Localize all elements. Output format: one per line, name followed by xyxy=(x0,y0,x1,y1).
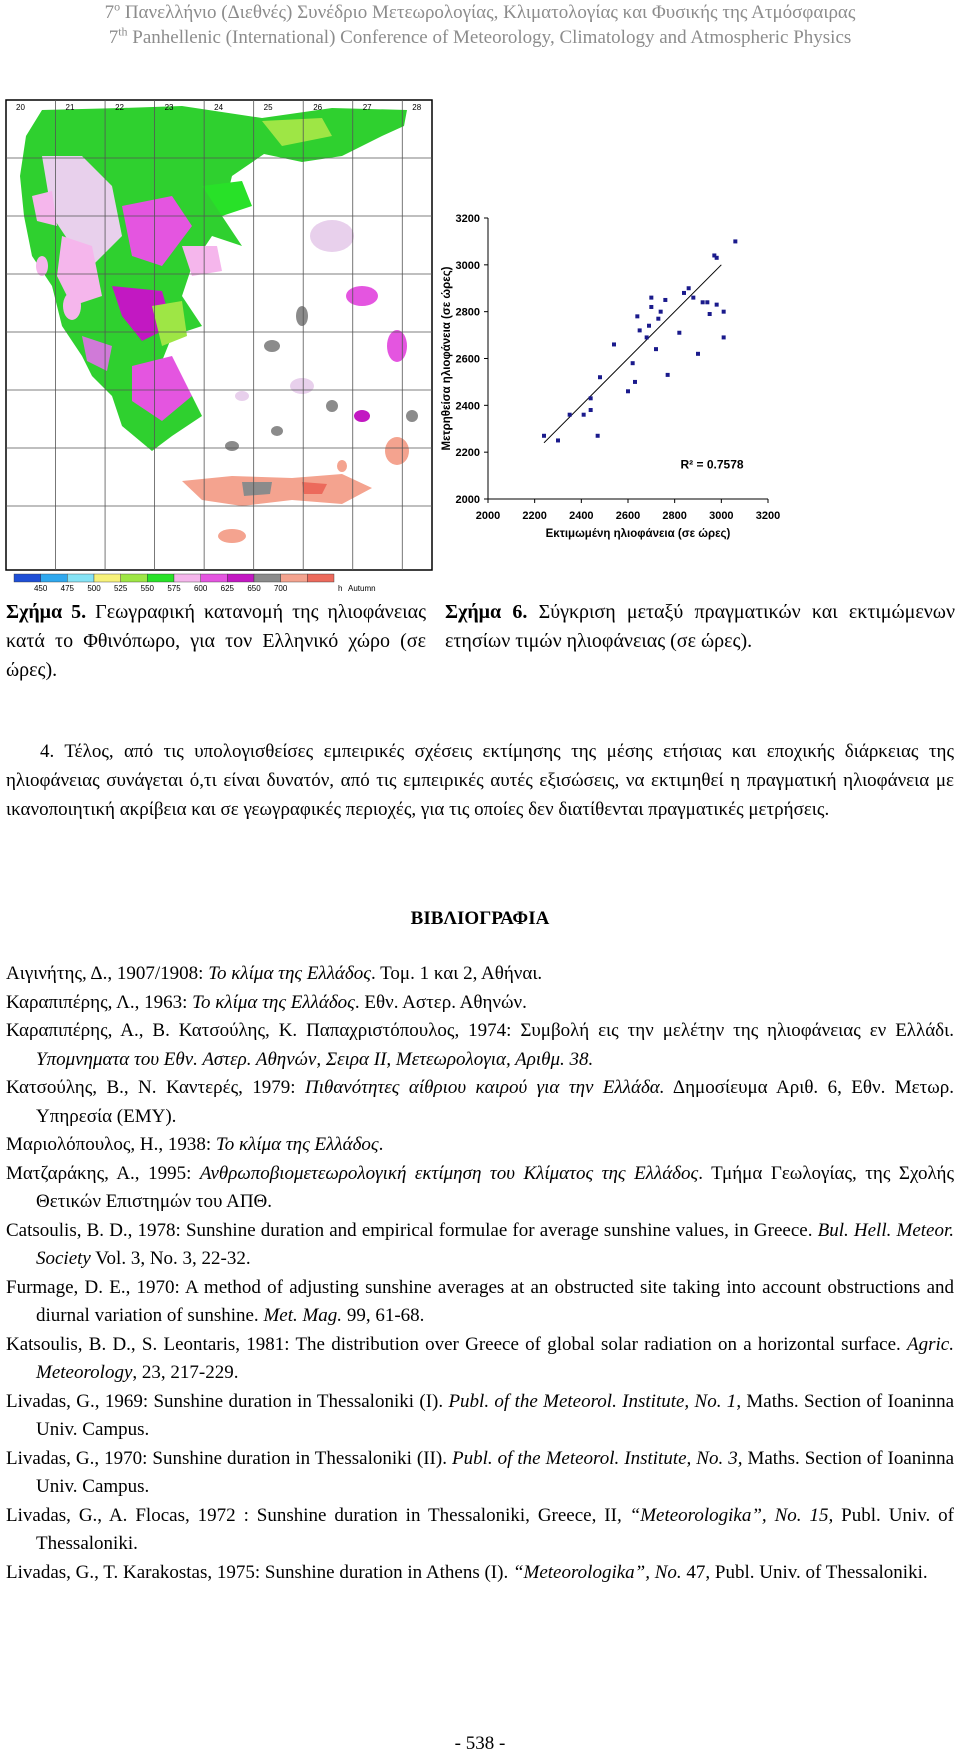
legend-swatch xyxy=(307,574,334,582)
data-point xyxy=(631,361,635,365)
legend-swatch xyxy=(281,574,308,582)
legend-swatch xyxy=(174,574,201,582)
data-point xyxy=(715,256,719,260)
reference-text: , Maths. Section of Ioaninna Univ. Campus. xyxy=(36,1390,954,1440)
reference-text: Κατσούλης, Β., Ν. Καντερές, 1979: xyxy=(6,1077,305,1098)
x-tick-label: 2800 xyxy=(662,510,687,522)
figure5-caption: Σχήμα 5. Γεωγραφική κατανομή της ηλιοφάνειας κατά το Φθινόπωρο, για τον Ελληνικό χώρο (σε ώρες). xyxy=(6,601,426,681)
legend-swatch xyxy=(121,574,148,582)
reference-text: 47, Publ. Univ. of Thessaloniki. xyxy=(681,1561,928,1583)
data-point xyxy=(589,408,593,412)
y-tick-label: 3200 xyxy=(455,213,480,225)
legend-value: 575 xyxy=(167,584,181,592)
data-point xyxy=(596,434,600,438)
reference-item xyxy=(6,1388,954,1445)
legend-swatch xyxy=(14,574,41,582)
data-point xyxy=(666,373,670,377)
data-point xyxy=(722,335,726,339)
reference-source: Publ. of the Meteorol. Institute, No. 1 xyxy=(448,1390,737,1412)
header-line-english: 7th Panhellenic (International) Conference of Meteorology, Climatology and Atmospheric Physics xyxy=(108,24,852,48)
reference-item xyxy=(6,1559,954,1588)
bibliography-title: ΒΙΒΛΙΟΓΡΑΦΙΑ xyxy=(410,908,550,929)
legend-value: 550 xyxy=(140,584,155,592)
reference-text: Μαριολόπουλος, Η., 1938: xyxy=(6,1134,216,1155)
longitude-label: 25 xyxy=(263,103,273,112)
reference-list xyxy=(6,960,954,1587)
y-axis-label: Μετρηθείσα ηλιοφάνεια (σε ώρες) xyxy=(441,266,453,451)
legend-unit: h xyxy=(338,584,343,592)
reference-source: Agric. Meteorology xyxy=(36,1333,954,1383)
data-point xyxy=(654,347,658,351)
x-axis-label: Εκτιμωμένη ηλιοφάνεια (σε ώρες) xyxy=(545,528,731,540)
data-point xyxy=(598,375,602,379)
reference-item xyxy=(6,960,954,989)
r-squared-annotation: R² = 0.7578 xyxy=(680,457,744,472)
data-point xyxy=(612,342,616,346)
longitude-label: 22 xyxy=(115,103,124,112)
data-point xyxy=(701,300,705,304)
data-point xyxy=(733,239,737,243)
reference-text: Publ. Univ. of Thessaloniki. xyxy=(36,1504,954,1554)
data-point xyxy=(687,286,691,290)
reference-text: Δημοσίευμα Αριθ. 6, Εθν. Μετωρ. Υπηρεσία (ΕΜΥ). xyxy=(36,1077,954,1127)
data-point xyxy=(663,298,667,302)
sunshine-map xyxy=(2,96,436,592)
reference-source: Το κλίμα της Ελλάδος xyxy=(215,1134,379,1155)
legend-value: 525 xyxy=(113,584,128,592)
data-point xyxy=(638,328,642,332)
legend-swatch xyxy=(227,574,254,582)
x-tick-label: 2600 xyxy=(615,510,641,522)
reference-text: Livadas, G., 1969: Sunshine duration in Thessaloniki (I). xyxy=(6,1390,449,1412)
reference-text: 99, 61-68. xyxy=(342,1305,425,1326)
reference-text: , 23, 217-229. xyxy=(132,1362,239,1383)
reference-text: Catsoulis, B. D., 1978: Sunshine duration and empirical formulae for average sunshine values, in Greece. xyxy=(6,1219,818,1241)
reference-source: Το κλίμα της Ελλάδος xyxy=(192,991,355,1013)
reference-text: Livadas, G., 1970: Sunshine duration in Thessaloniki (II). xyxy=(6,1447,452,1469)
longitude-label: 26 xyxy=(313,103,323,112)
longitude-label: 28 xyxy=(412,103,422,112)
legend-value: 700 xyxy=(273,584,288,592)
reference-source: Bul. Hell. Meteor. Society xyxy=(36,1219,955,1269)
legend-value: 450 xyxy=(33,584,48,592)
reference-item xyxy=(6,1160,954,1217)
data-point xyxy=(582,413,586,417)
reference-text: . Τομ. 1 και 2, Αθήναι. xyxy=(370,963,543,984)
reference-item xyxy=(6,1502,954,1559)
scatter-chart xyxy=(436,200,948,540)
legend-value: 475 xyxy=(60,584,75,592)
x-tick-label: 2000 xyxy=(475,510,501,522)
reference-text: Livadas, G., T. Karakostas, 1975: Sunshine duration in Athens (I). xyxy=(6,1561,513,1583)
header-line-greek: $7^o$ Πανελλήνιο (Διεθνές) Συνέδριο Μετεωρολογίας, Κλιματολογίας και Φυσικής της Ατμόσφαιρας xyxy=(104,0,856,23)
reference-text: Livadas, G., A. Flocas, 1972 : Sunshine duration in Thessaloniki, Greece, II xyxy=(6,1504,617,1526)
data-point xyxy=(705,300,709,304)
reference-text: Furmage, D. E., 1970: A method of adjusting sunshine averages at an obstructed site taking into account obstructions and diurnal variation of sunshine. xyxy=(6,1276,954,1326)
data-point xyxy=(691,296,695,300)
data-point xyxy=(696,352,700,356)
reference-text: . Τμήμα Γεωλογίας, της Σχολής Θετικών Επιστημών του ΑΠΘ. xyxy=(36,1162,954,1212)
y-tick-label: 2400 xyxy=(455,400,480,413)
data-point xyxy=(589,396,593,400)
longitude-label: 20 xyxy=(16,103,25,112)
data-point xyxy=(682,291,686,295)
reference-source: Υπομνηματα του Εθν. Αστερ. Αθηνών, Σειρα ΙΙ, Μετεωρολογια, Αριθμ. 38. xyxy=(36,1048,594,1070)
x-tick-label: 3200 xyxy=(755,510,781,522)
reference-source: Ανθρωποβιομετεωρολογική εκτίμηση του Κλίματος της Ελλάδος xyxy=(199,1162,699,1184)
data-point xyxy=(649,296,653,300)
data-point xyxy=(659,310,663,314)
map-legend xyxy=(14,574,376,592)
reference-source: Met. Mag. xyxy=(263,1305,343,1326)
longitude-label: 21 xyxy=(65,103,75,112)
longitude-label: 24 xyxy=(214,103,224,112)
legend-swatch xyxy=(147,574,174,582)
data-point xyxy=(647,324,651,328)
data-point xyxy=(633,380,637,384)
reference-text: Maths. Section of Ioaninna Univ. Campus. xyxy=(36,1447,954,1497)
reference-source: Το κλίμα της Ελλάδος xyxy=(208,963,371,984)
data-point xyxy=(656,317,660,321)
scatter-figure xyxy=(436,200,948,540)
legend-swatch xyxy=(41,574,68,582)
longitude-label: 27 xyxy=(362,103,372,112)
reference-text: Καραπιπέρης, Λ., 1963: xyxy=(6,991,193,1013)
reference-item xyxy=(6,1017,954,1074)
reference-item xyxy=(6,1274,954,1331)
data-point xyxy=(677,331,681,335)
y-tick-label: 2000 xyxy=(455,494,480,506)
reference-text: . xyxy=(378,1134,384,1155)
data-point xyxy=(645,335,649,339)
reference-source: “Meteorologika”, No. xyxy=(512,1561,682,1583)
legend-value: 650 xyxy=(247,584,261,592)
legend-swatch xyxy=(94,574,121,582)
reference-text: Καραπιπέρης, Α., Β. Κατσούλης, Κ. Παπαχριστόπουλος, 1974: Συμβολή εις την μελέτην της ηλιοφάνειας εν Ελλάδι. xyxy=(6,1020,954,1041)
figure6-caption: Σχήμα 6. Σύγκριση μεταξύ πραγματικών και εκτιμώμενων ετησίων τιμών ηλιοφάνειας (σε ώρες). xyxy=(445,601,955,652)
page-number: - 538 - xyxy=(454,1733,506,1754)
data-point xyxy=(649,305,653,309)
data-point xyxy=(542,434,546,438)
reference-text: . Εθν. Αστερ. Αθηνών. xyxy=(354,991,527,1013)
data-point xyxy=(708,312,712,316)
legend-swatch xyxy=(254,574,281,582)
data-point xyxy=(722,310,726,314)
data-point xyxy=(635,314,639,318)
legend-swatch xyxy=(201,574,228,582)
conclusion-paragraph: 4. Τέλος, από τις υπολογισθείσες εμπειρικές σχέσεις εκτίμησης της μέσης ετήσιας και εποχικής διάρκειας της ηλιοφάνειας συνάγεται ό,τι είναι δυνατόν, από τις εμπειρικές αυτές εξισώσεις, να εκτιμηθεί η πραγματική ηλιοφάνεια με ικανοποιητική ακρίβεια και σε γεωγραφικές περιοχές, για τις οποίες δεν διατίθενται πραγματικές μετρήσεις. xyxy=(6,741,954,820)
data-point xyxy=(556,438,560,442)
reference-item xyxy=(6,1131,954,1160)
legend-value: 625 xyxy=(220,584,235,592)
y-tick-label: 3000 xyxy=(455,259,480,272)
reference-item xyxy=(6,1445,954,1502)
y-tick-label: 2800 xyxy=(455,306,480,319)
legend-value: 500 xyxy=(87,584,101,592)
reference-text: Katsoulis, B. D., S. Leontaris, 1981: The distribution over Greece of global solar radiation on a horizontal surface. xyxy=(6,1333,908,1355)
data-point xyxy=(568,413,572,417)
data-point xyxy=(715,303,719,307)
data-point xyxy=(626,389,630,393)
reference-source: , “Meteorologika”, No. 15, xyxy=(616,1504,834,1526)
legend-swatch xyxy=(67,574,94,582)
reference-text: Αιγινήτης, Δ., 1907/1908: xyxy=(6,963,209,984)
y-tick-label: 2200 xyxy=(455,447,480,460)
reference-source: Πιθανότητες αίθριου καιρού για την Ελλάδα. xyxy=(305,1077,665,1098)
reference-item xyxy=(6,1074,954,1131)
sunshine-map-figure xyxy=(2,96,436,592)
reference-item xyxy=(6,989,954,1018)
reference-text: Ματζαράκης, Α., 1995: xyxy=(6,1162,200,1184)
legend-season: Autumn xyxy=(348,584,376,592)
longitude-label: 23 xyxy=(164,103,174,112)
reference-item xyxy=(6,1217,954,1274)
reference-item xyxy=(6,1331,954,1388)
conference-header xyxy=(0,0,960,50)
x-tick-label: 3000 xyxy=(709,510,734,522)
y-tick-label: 2600 xyxy=(455,353,480,366)
reference-source: Publ. of the Meteorol. Institute, No. 3, xyxy=(451,1447,743,1469)
x-tick-label: 2400 xyxy=(569,510,594,522)
reference-text: Vol. 3, No. 3, 22-32. xyxy=(90,1248,251,1269)
legend-value: 600 xyxy=(193,584,208,592)
x-tick-label: 2200 xyxy=(522,510,547,522)
